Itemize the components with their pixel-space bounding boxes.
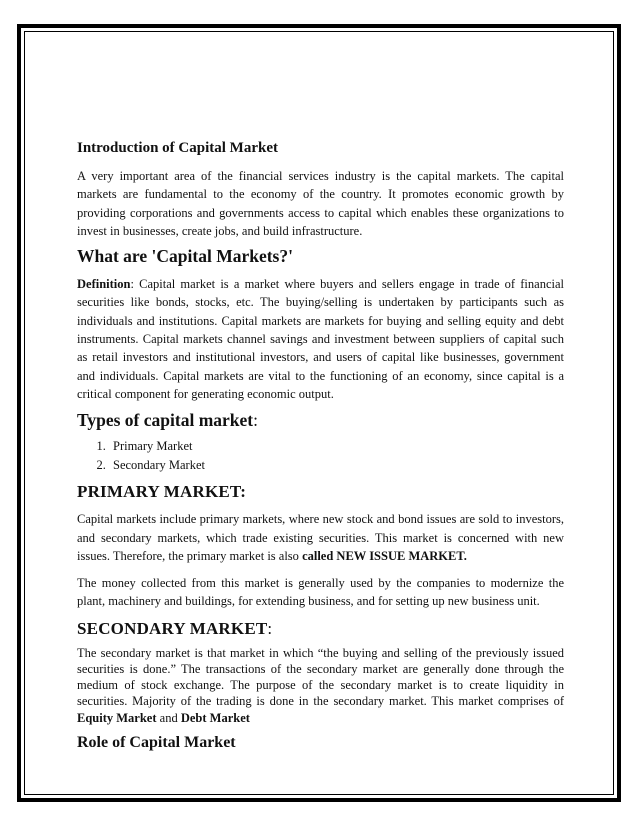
types-list	[77, 437, 564, 474]
debt-market-bold: Debt Market	[180, 710, 250, 725]
types-heading-text: Types of capital market	[77, 410, 254, 431]
primary-paragraph-2: The money collected from this market is generally used by the companies to modernize the plant, machinery and buildings, for extending business, and for setting up new business unit.	[77, 576, 564, 609]
what-heading: What are 'Capital Markets?'	[77, 246, 293, 267]
secondary-and: and	[159, 710, 178, 725]
intro-paragraph: A very important area of the financial services industry is the capital markets. The capital markets are fundamental to the economy of the country. It promotes economic growth by providing corporations and governments access to capital which enables these organizations to invest in businesses, create jobs, and build infrastructure.	[77, 169, 564, 238]
secondary-paragraph-text: The secondary market is that market in which “the buying and selling of the previously issued securities is done.” The transactions of the secondary market are generally done through the medium of stock exchange. The purpose of the secondary market is to create liquidity in securities. Majority of the trading is done in the secondary market. This market comprises of	[77, 645, 564, 709]
secondary-heading-colon: :	[267, 618, 273, 638]
secondary-heading	[77, 619, 564, 639]
role-heading: Role of Capital Market	[77, 733, 236, 751]
document-body	[77, 140, 564, 752]
primary-paragraph-1-text: Capital markets include primary markets, where new stock and bond issues are sold to investors, and secondary markets, which trade existing securities. This market is concerned with new issues. Therefore, the primary market is also	[77, 512, 564, 563]
definition-text: : Capital market is a market where buyers and sellers engage in trade of financial securities like bonds, stocks, etc. The buying/selling is undertaken by participants such as individuals and institutions. Capital markets are markets for buying and selling equity and debt instruments. Capital markets channel savings and investment between suppliers of capital such as retail investors and institutional investors, and users of capital like businesses, government and individuals. Capital markets are vital to the functioning of an economy, since capital is a critical component for generating economic output.	[77, 277, 564, 401]
definition-paragraph	[77, 275, 564, 403]
secondary-heading-text: SECONDARY MARKET	[77, 618, 268, 638]
secondary-paragraph	[77, 645, 564, 726]
list-item: 1. Primary Market	[109, 437, 564, 456]
definition-label: Definition	[77, 277, 131, 292]
intro-heading: Introduction of Capital Market	[77, 140, 278, 156]
primary-paragraph-1-bold: called NEW ISSUE MARKET.	[302, 548, 467, 563]
primary-paragraph-1	[77, 510, 564, 565]
types-heading-colon: :	[253, 410, 258, 431]
list-item: 2. Secondary Market	[109, 456, 564, 475]
equity-market-bold: Equity Market	[77, 710, 157, 725]
primary-heading: PRIMARY MARKET:	[77, 482, 247, 502]
types-heading	[77, 410, 564, 431]
